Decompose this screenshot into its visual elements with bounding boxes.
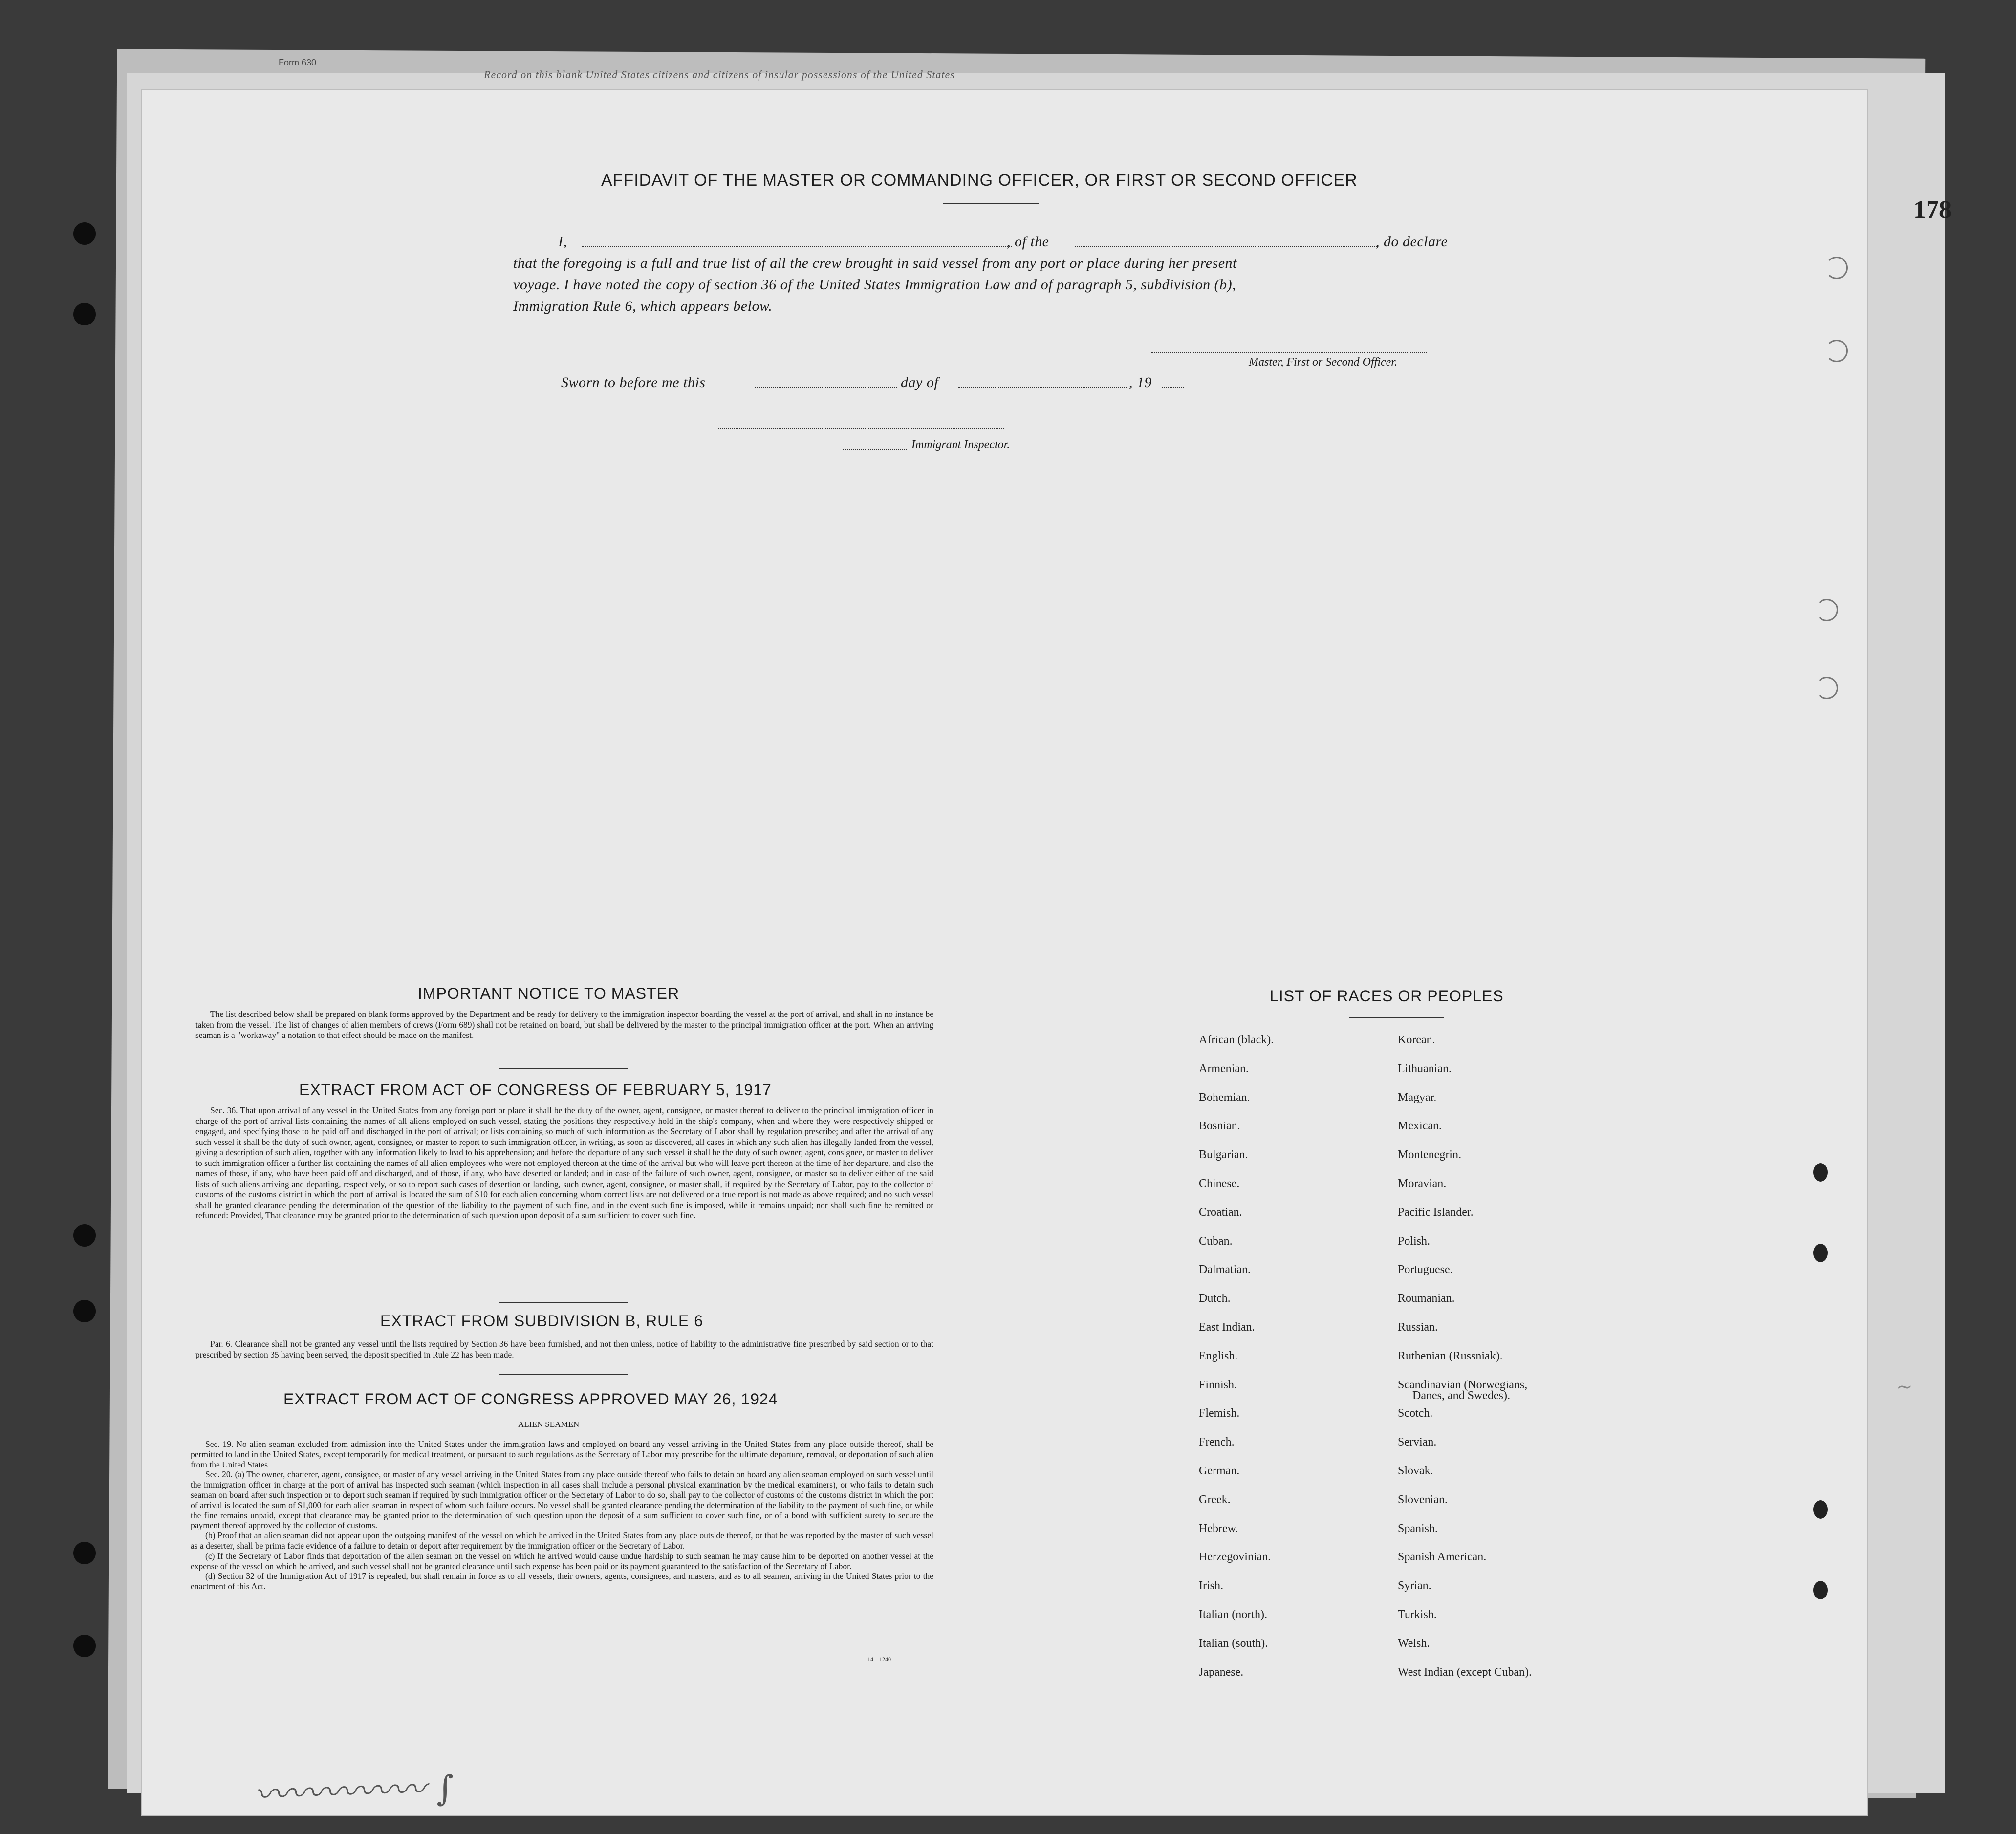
affidavit-line-1b: , of the	[1007, 234, 1049, 250]
background-form-header: Record on this blank United States citizens and citizens of insular possessions of the United States	[484, 68, 955, 81]
affidavit-title: AFFIDAVIT OF THE MASTER OR COMMANDING OFFICER, OR FIRST OR SECOND OFFICER	[601, 171, 1358, 190]
notice-paragraph: The list described below shall be prepared on blank forms approved by the Department and be ready for delivery to the immigration inspector boarding the vessel at the port of arrival, and shall in no instance be taken from the vessel. The list of changes of alien members of crews (Form 689) shall not be retained on board, but shall be delivered by the master to the principal immigration officer at the port. When an arriving seaman is a "workaway" a notation to that effect should be made on the manifest.	[195, 1009, 933, 1040]
scandinavian-continuation: Danes, and Swedes).	[1412, 1389, 1510, 1402]
race-item: Chinese.	[1199, 1177, 1240, 1190]
race-item: Greek.	[1199, 1493, 1231, 1506]
affidavit-line-3: voyage. I have noted the copy of section 36 of the United States Immigration Law and of paragraph 5, subdivision (b),	[513, 277, 1236, 293]
race-item: African (black).	[1199, 1034, 1274, 1046]
sec-36-paragraph: Sec. 36. That upon arrival of any vessel in the United States from any foreign port or place it shall be the duty of the owner, agent, consignee, or master thereof to deliver to the principal immigration officer in charge of the port of arrival lists containing the names of all aliens employed on such vessel, stating the positions they respectively hold in the ship's company, when and where they were respectively shipped or engaged, and specifying those to be paid off and discharged in the port of arrival; or lists containing so much of such information as the Secretary of Labor shall by regulation prescribe; and after the arrival of any such vessel it shall be the duty of such owner, agent, consignee, or master to report to such immigration officer, in writing, as soon as discovered, all cases in which any such alien has illegally landed from the vessel, giving a description of such alien, together with any information likely to lead to his apprehension; and before the departure of any such vessel it shall be the duty of such owner, agent, consignee, or master to deliver to such immigration officer a further list containing the names of all alien employees who were not employed thereon at the time of the arrival but who will leave port thereon at the time of her departure, and also the names of those, if any, who have been paid off and discharged, and of those, if any, who have deserted or landed; and in case of the failure of such owner, agent, consignee, or master so to deliver either of the said lists of such aliens arriving and departing, respectively, or so to report such cases of desertion or landing, such owner, agent, consignee, or master shall, if required by the Secretary of Labor, pay to the collector of customs of the customs district in which the port of arrival is located the sum of $10 for each alien concerning whom correct lists are not delivered or a true report is not made as above required; and no such vessel shall be granted clearance pending the determination of the question of the liability to the payment of such fine, and in the event such fine is imposed, while it remains unpaid; nor shall such fine be remitted or refunded: Provided, That clearance may be granted prior to the determination of such question upon deposit of a sum sufficient to cover such fine.	[195, 1105, 933, 1220]
section-divider	[499, 1374, 628, 1375]
alien-seamen-subtitle: ALIEN SEAMEN	[518, 1420, 580, 1429]
race-item: Finnish.	[1199, 1379, 1237, 1391]
race-item: Dutch.	[1199, 1292, 1231, 1305]
race-item: Moravian.	[1398, 1177, 1447, 1190]
race-item: Cuban.	[1199, 1235, 1233, 1248]
race-item: Bohemian.	[1199, 1091, 1250, 1104]
affidavit-line-4: Immigration Rule 6, which appears below.	[513, 298, 773, 314]
race-item: Scotch.	[1398, 1407, 1433, 1420]
print-code: 14—1240	[867, 1656, 891, 1662]
sworn-text-a: Sworn to before me this	[561, 374, 706, 390]
handwritten-marks: 〰〰〰〰〰 ∫	[253, 1768, 455, 1815]
race-item: Turkish.	[1398, 1608, 1437, 1621]
extract-rule6-title: EXTRACT FROM SUBDIVISION B, RULE 6	[380, 1312, 704, 1330]
race-item: Ruthenian (Russniak).	[1398, 1350, 1503, 1362]
extract-1917-title: EXTRACT FROM ACT OF CONGRESS OF FEBRUARY 5, 1917	[299, 1081, 772, 1099]
binder-hole	[73, 303, 96, 325]
race-item: Spanish American.	[1398, 1551, 1487, 1563]
binder-hole	[73, 1542, 96, 1564]
notice-text	[195, 1009, 933, 1041]
binder-hole	[73, 1635, 96, 1657]
race-item: Dalmatian.	[1199, 1263, 1251, 1276]
master-signature-line[interactable]	[1151, 352, 1427, 353]
race-item: French.	[1199, 1436, 1235, 1448]
race-item: Mexican.	[1398, 1120, 1442, 1132]
sec-20d-paragraph: (d) Section 32 of the Immigration Act of 1917 is repealed, but shall remain in force as to all vessels, their owners, agents, consignees, and masters, and as to all seamen, arriving in the United States prior to the enactment of this Act.	[191, 1571, 933, 1592]
race-item: Welsh.	[1398, 1637, 1430, 1650]
binder-hole	[73, 1224, 96, 1247]
extract-1924-text	[191, 1439, 933, 1592]
race-item: Bulgarian.	[1199, 1148, 1248, 1161]
binder-hole	[73, 222, 96, 245]
race-item: Magyar.	[1398, 1091, 1437, 1104]
sec-20b-paragraph: (b) Proof that an alien seaman did not appear upon the outgoing manifest of the vessel on which he arrived in the United States from any place outside thereof, or that he was reported by the master of such vessel as a deserter, shall be prima facie evidence of a failure to detain or deport after requirement by the immigration officer or the Secretary of Labor.	[191, 1531, 933, 1551]
race-item: Slovenian.	[1398, 1493, 1448, 1506]
race-item: Lithuanian.	[1398, 1062, 1452, 1075]
sec-20c-paragraph: (c) If the Secretary of Labor finds that deportation of the alien seaman on the vessel on which he arrived would cause undue hardship to such seaman he may cause him to be deported on another vessel at the expense of the vessel on which he arrived, and such vessel shall not be granted clearance until such expense has been paid or its payment guaranteed to the satisfaction of the Secretary of Labor.	[191, 1551, 933, 1571]
race-item: Scandinavian (Norwegians,	[1398, 1379, 1528, 1391]
sworn-year-blank[interactable]	[1162, 387, 1184, 388]
race-item: Polish.	[1398, 1235, 1431, 1248]
affidavit-line-1a: I,	[558, 234, 567, 250]
title-rule	[943, 203, 1039, 204]
ring-mark	[1825, 340, 1848, 362]
extract-1917-text	[195, 1105, 933, 1221]
sworn-text-b: day of	[901, 374, 939, 390]
race-item: East Indian.	[1199, 1321, 1255, 1334]
sworn-text-c: , 19	[1129, 374, 1152, 390]
extract-1924-title: EXTRACT FROM ACT OF CONGRESS APPROVED MAY 26, 1924	[283, 1390, 778, 1408]
sworn-day-blank[interactable]	[755, 387, 897, 388]
vessel-blank[interactable]	[1075, 246, 1378, 247]
par-6-paragraph: Par. 6. Clearance shall not be granted any vessel until the lists required by Section 36 have been furnished, and not then unless, notice of liability to the administrative fine prescribed by said section or to that prescribed by section 35 having been served, the deposit specified in Rule 22 has been made.	[195, 1339, 933, 1359]
section-divider	[499, 1302, 628, 1303]
race-item: Japanese.	[1199, 1666, 1244, 1679]
sec-20a-paragraph: Sec. 20. (a) The owner, charterer, agent, consignee, or master of any vessel arriving in the United States from any place outside thereof who fails to detain on board any alien seaman employed on such vessel until the immigration officer in charge at the port of arrival has inspected such seaman (which inspection in all cases shall include a personal physical examination by the medical examiners), or who fails to detain such seaman on board after such inspection or to deport such seaman if required by such immigration officer or the Secretary of Labor to do so, shall pay to the collector of customs of the customs district in which the port of arrival is located the sum of $1,000 for each alien seaman in respect of whom such failure occurs. No vessel shall be granted clearance pending the determination of the liability to the payment of such fine, or while the fine remains unpaid, except that clearance may be granted prior to the determination of such question upon the deposit of a sum sufficient to cover such fine, or of a bond with sufficient surety to secure the payment thereof approved by the collector of customs.	[191, 1469, 933, 1531]
race-item: Servian.	[1398, 1436, 1437, 1448]
ring-mark	[1816, 677, 1838, 699]
master-signature-caption: Master, First or Second Officer.	[1249, 356, 1397, 368]
race-item: Portuguese.	[1398, 1263, 1453, 1276]
page-number: 178	[1913, 196, 1951, 224]
race-item: Italian (north).	[1199, 1608, 1267, 1621]
sec-19-paragraph: Sec. 19. No alien seaman excluded from admission into the United States under the immigration laws and employed on board any vessel arriving in the United States from any place outside thereof, shall be permitted to land in the United States, except temporarily for medical treatment, or pursuant to such regulations as the Secretary of Labor may prescribe for the ultimate departure, removal, or deportation of such alien from the United States.	[191, 1439, 933, 1469]
ring-mark	[1825, 257, 1848, 279]
extract-rule6-text	[195, 1339, 933, 1360]
affidavit-line-2: that the foregoing is a full and true list of all the crew brought in said vessel from any port or place during her present	[513, 255, 1237, 271]
section-divider	[499, 1068, 628, 1069]
race-item: Roumanian.	[1398, 1292, 1455, 1305]
race-item: English.	[1199, 1350, 1238, 1362]
races-title-rule	[1349, 1017, 1444, 1018]
race-item: Russian.	[1398, 1321, 1438, 1334]
ring-mark	[1813, 1500, 1828, 1519]
race-item: Korean.	[1398, 1034, 1435, 1046]
form-label: Form 630	[279, 58, 317, 67]
margin-scrawl: ~	[1896, 1376, 1913, 1398]
ring-mark	[1813, 1581, 1828, 1599]
race-item: Italian (south).	[1199, 1637, 1268, 1650]
inspector-caption: Immigrant Inspector.	[911, 438, 1010, 451]
race-item: Herzegovinian.	[1199, 1551, 1271, 1563]
race-item: West Indian (except Cuban).	[1398, 1666, 1532, 1679]
sworn-month-blank[interactable]	[958, 387, 1127, 388]
race-item: Montenegrin.	[1398, 1148, 1461, 1161]
race-item: German.	[1199, 1465, 1240, 1477]
race-item: Irish.	[1199, 1579, 1223, 1592]
race-item: Croatian.	[1199, 1206, 1242, 1219]
ring-mark	[1813, 1163, 1828, 1182]
race-item: Syrian.	[1398, 1579, 1431, 1592]
affidavit-line-1c: , do declare	[1376, 234, 1448, 250]
binder-hole	[73, 1300, 96, 1322]
notice-title: IMPORTANT NOTICE TO MASTER	[418, 985, 680, 1002]
race-item: Pacific Islander.	[1398, 1206, 1474, 1219]
races-title: LIST OF RACES OR PEOPLES	[1270, 987, 1504, 1005]
race-item: Hebrew.	[1199, 1522, 1238, 1535]
race-item: Flemish.	[1199, 1407, 1240, 1420]
race-item: Spanish.	[1398, 1522, 1438, 1535]
race-item: Armenian.	[1199, 1062, 1249, 1075]
inspector-signature-line[interactable]	[718, 428, 1004, 429]
ring-mark	[1816, 599, 1838, 621]
ring-mark	[1813, 1244, 1828, 1262]
name-blank[interactable]	[582, 246, 1012, 247]
race-item: Slovak.	[1398, 1465, 1433, 1477]
inspector-lead-dots	[843, 449, 907, 450]
race-item: Bosnian.	[1199, 1120, 1240, 1132]
